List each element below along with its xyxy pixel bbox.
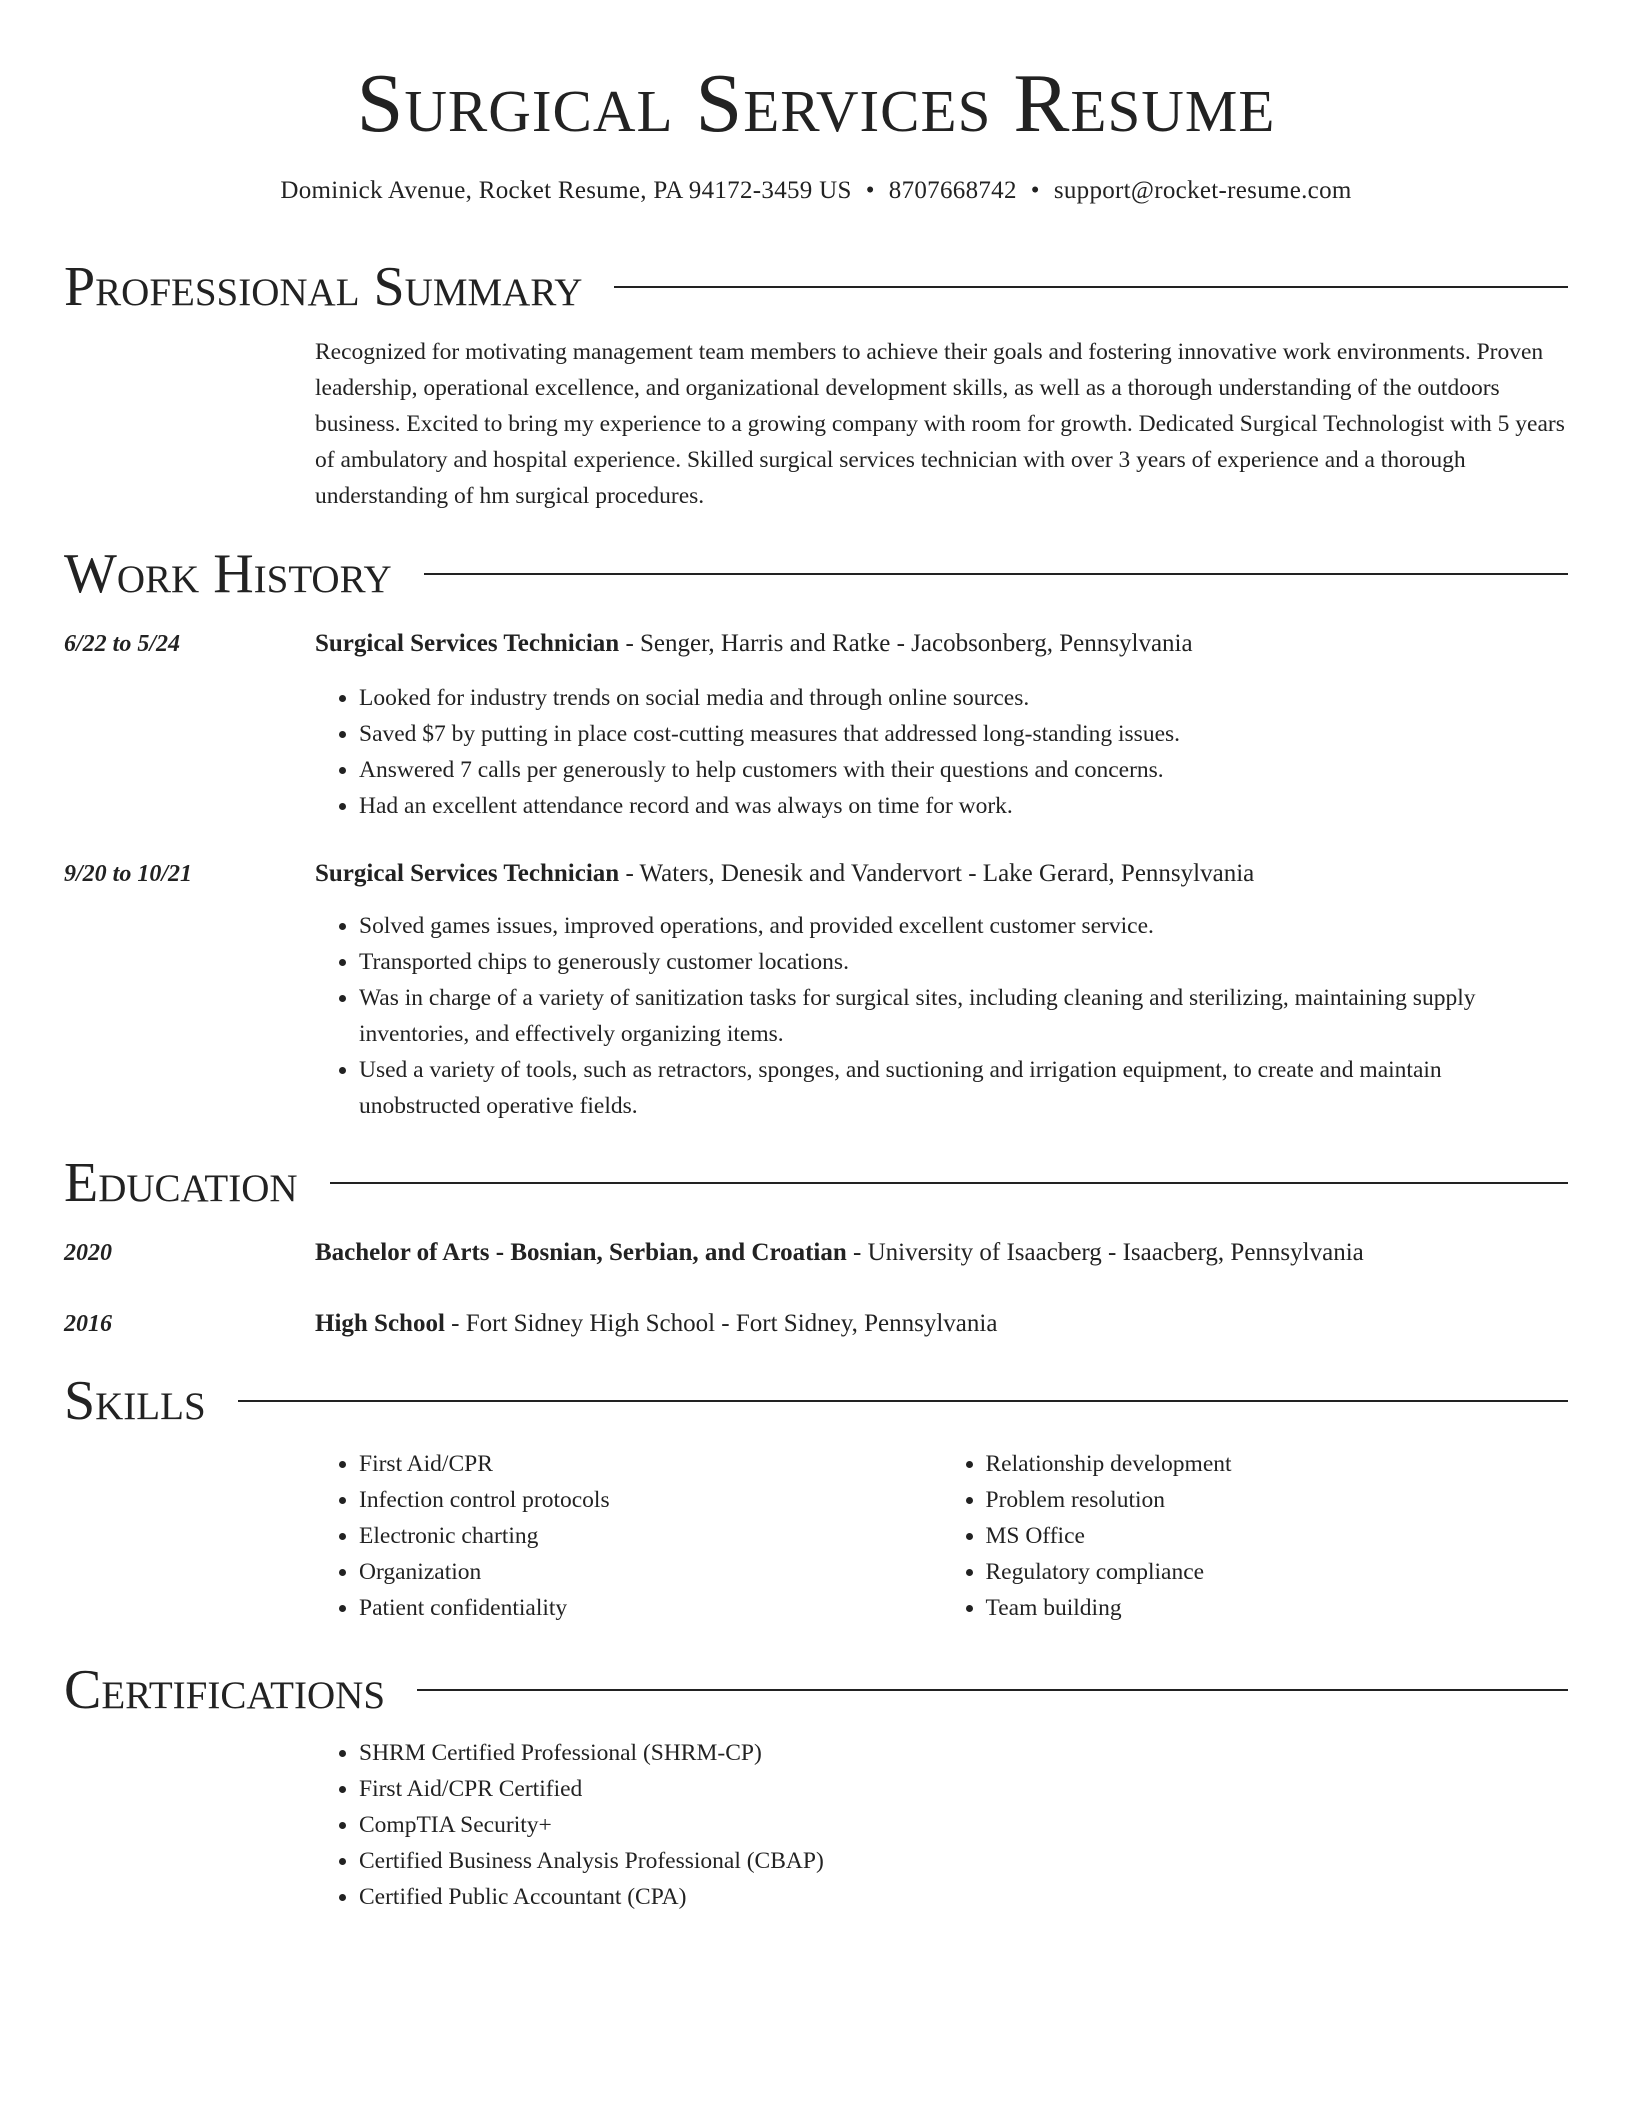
contact-address: Dominick Avenue, Rocket Resume, PA 94172-3459 US <box>280 177 852 204</box>
work-section-header <box>64 544 1568 604</box>
resume-title: Surgical Services Resume <box>356 57 1276 150</box>
contact-separator: • <box>865 177 875 204</box>
job-details: - Waters, Denesik and Vandervort - Lake Gerard, Pennsylvania <box>619 860 1255 887</box>
skill-item: • Team building <box>986 1590 1569 1626</box>
summary-text: Recognized for motivating management team members to achieve their goals and fostering innovative work environments. Proven leadership, operational excellence, and organizational development skills, as well as a thorough understanding of the outdoors business. Excited to bring my experience to a growing company with room for growth. Dedicated Surgical Technologist with 5 years of ambulatory and hospital experience. Skilled surgical services technician with over 3 years of experience and a thorough understanding of hm surgical procedures. <box>315 339 1565 509</box>
skills-column-left <box>315 1446 942 1626</box>
section-divider <box>614 286 1568 288</box>
job-header <box>315 626 1568 662</box>
section-divider <box>424 573 1568 575</box>
list-item: • Saved $7 by putting in place cost-cutting measures that addressed long-standing issues. <box>359 716 1568 752</box>
work-heading: Work History <box>64 543 392 605</box>
certification-item: • Certified Business Analysis Professional (CBAP) <box>359 1843 1568 1879</box>
certifications-section-header <box>64 1660 1568 1720</box>
certifications-heading: Certifications <box>64 1659 386 1721</box>
list-item: • Answered 7 calls per generously to help customers with their questions and concerns. <box>359 752 1568 788</box>
job-dates: 9/20 to 10/21 <box>64 861 193 887</box>
job-bullets <box>315 680 1568 824</box>
education-degree: High School <box>315 1310 445 1337</box>
skill-item: • Infection control protocols <box>359 1482 942 1518</box>
contact-separator: • <box>1030 177 1040 204</box>
certifications-bullets <box>315 1735 1568 1915</box>
list-item: • Used a variety of tools, such as retractors, sponges, and suctioning and irrigation equipment, to create and maintain unobstructed operative fields. <box>359 1052 1568 1124</box>
job-header <box>315 856 1568 892</box>
job-bullets <box>315 908 1568 1124</box>
section-divider <box>330 1182 1568 1184</box>
job-entry <box>315 626 1568 824</box>
education-entry <box>315 1235 1568 1271</box>
education-section-header <box>64 1153 1568 1213</box>
skill-item: • Problem resolution <box>986 1482 1569 1518</box>
list-item: • Solved games issues, improved operations, and provided excellent customer service. <box>359 908 1568 944</box>
contact-email[interactable]: support@rocket-resume.com <box>1053 177 1352 204</box>
summary-heading: Professional Summary <box>64 256 583 318</box>
skills-section-header <box>64 1371 1568 1431</box>
skill-item: • Regulatory compliance <box>986 1554 1569 1590</box>
section-divider <box>238 1400 1568 1402</box>
skill-item: • Patient confidentiality <box>359 1590 942 1626</box>
job-dates: 6/22 to 5/24 <box>64 631 181 657</box>
certification-item: • First Aid/CPR Certified <box>359 1771 1568 1807</box>
skills-heading: Skills <box>64 1370 206 1432</box>
job-details: - Senger, Harris and Ratke - Jacobsonberg, Pennsylvania <box>619 630 1193 657</box>
summary-section-header <box>64 257 1568 317</box>
list-item: • Had an excellent attendance record and was always on time for work. <box>359 788 1568 824</box>
education-degree: Bachelor of Arts - Bosnian, Serbian, and Croatian <box>315 1239 847 1266</box>
certification-item: • Certified Public Accountant (CPA) <box>359 1879 1568 1915</box>
education-heading: Education <box>64 1152 298 1214</box>
skill-item: • MS Office <box>986 1518 1569 1554</box>
skills-grid <box>315 1446 1568 1626</box>
job-title: Surgical Services Technician <box>315 630 620 657</box>
education-year: 2016 <box>64 1311 112 1337</box>
list-item: • Looked for industry trends on social media and through online sources. <box>359 680 1568 716</box>
education-entry <box>315 1306 1568 1342</box>
certification-item: • SHRM Certified Professional (SHRM-CP) <box>359 1735 1568 1771</box>
skills-column-right <box>942 1446 1569 1626</box>
contact-line <box>64 174 1568 208</box>
skill-item: • Electronic charting <box>359 1518 942 1554</box>
section-divider <box>417 1689 1568 1691</box>
skill-item: • Relationship development <box>986 1446 1569 1482</box>
education-details: - University of Isaacberg - Isaacberg, Pennsylvania <box>846 1239 1364 1266</box>
certifications-list <box>315 1735 1568 1915</box>
contact-phone: 8707668742 <box>888 177 1017 204</box>
education-year: 2020 <box>64 1240 112 1266</box>
education-details: - Fort Sidney High School - Fort Sidney, Pennsylvania <box>444 1310 998 1337</box>
certification-item: • CompTIA Security+ <box>359 1807 1568 1843</box>
skill-item: • First Aid/CPR <box>359 1446 942 1482</box>
job-entry <box>315 856 1568 1124</box>
job-title: Surgical Services Technician <box>315 860 620 887</box>
list-item: • Was in charge of a variety of sanitization tasks for surgical sites, including cleaning and sterilizing, maintaining supply inventories, and effectively organizing items. <box>359 980 1568 1052</box>
list-item: • Transported chips to generously customer locations. <box>359 944 1568 980</box>
skills-list <box>315 1446 1568 1626</box>
skill-item: • Organization <box>359 1554 942 1590</box>
